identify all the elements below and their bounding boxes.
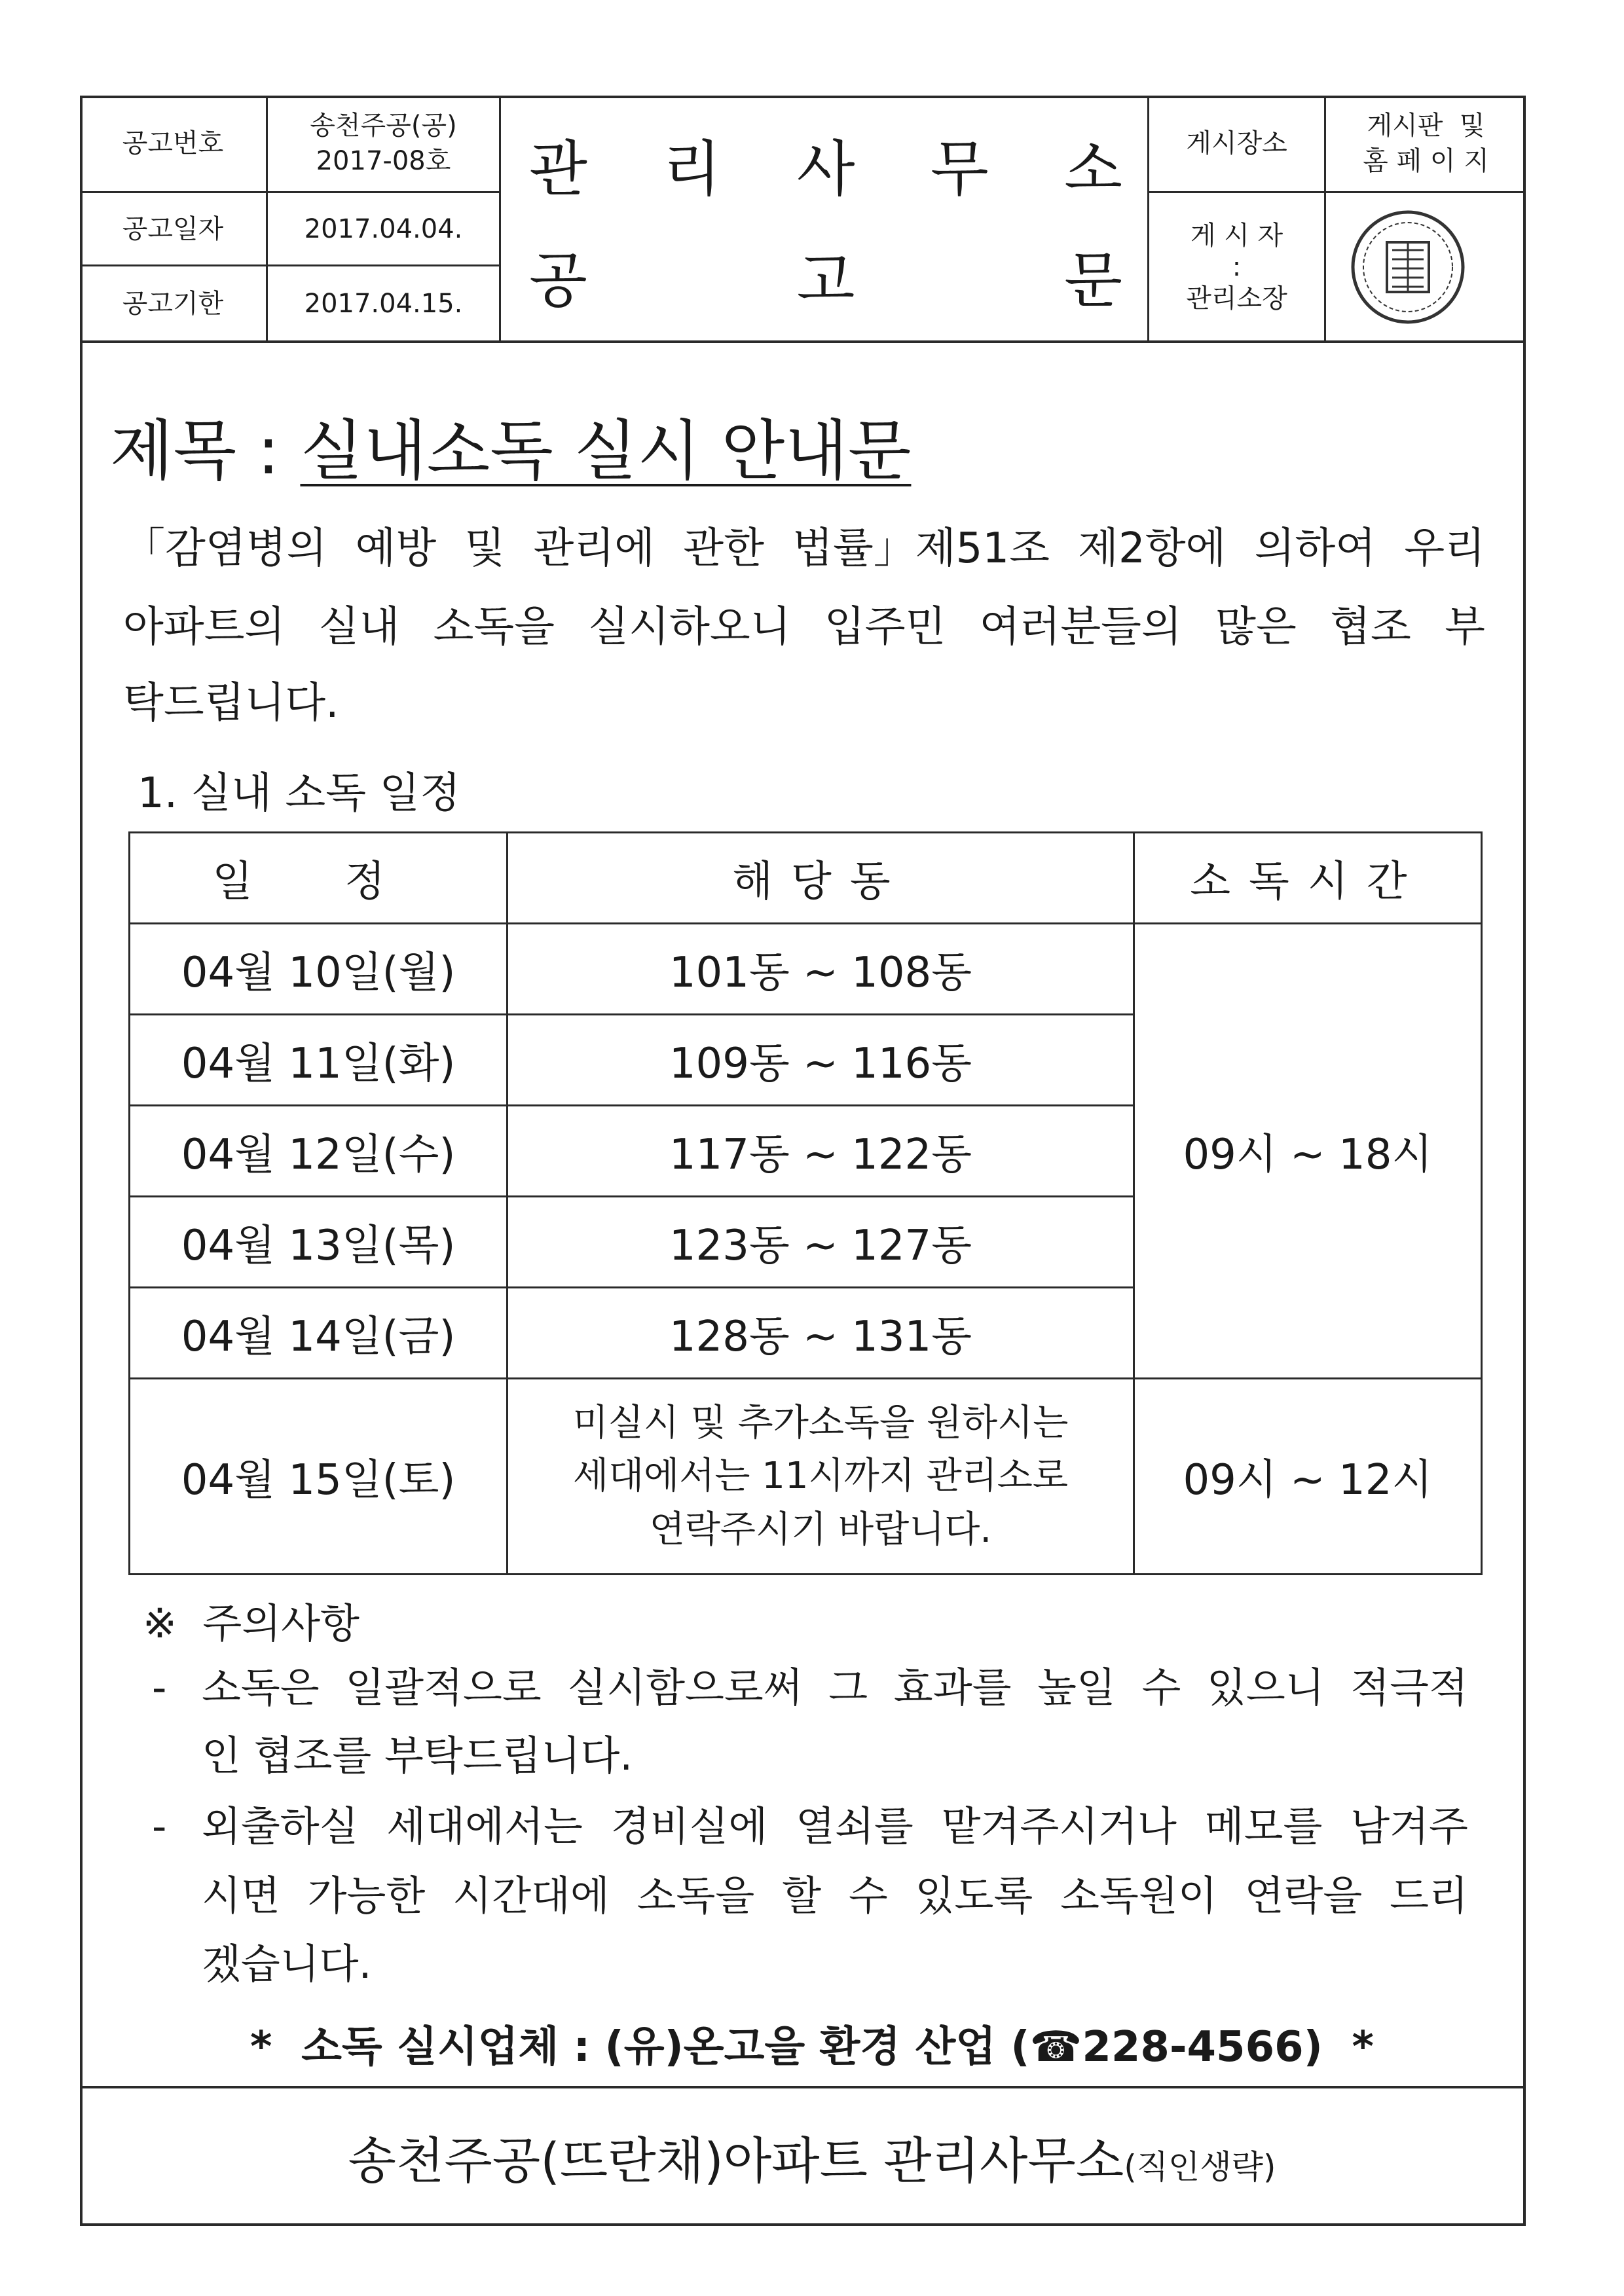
schedule-table — [128, 831, 1483, 1575]
word: 높일 — [1037, 1664, 1116, 1711]
row-buildings: 101동 ~ 108동 — [507, 924, 1134, 1015]
post-place-value-line2: 홈 페 이 지 — [1363, 146, 1489, 176]
bullet-dash: - — [152, 1664, 167, 1711]
note-line2: 세대에서는 11시까지 관리소로 — [572, 1455, 1068, 1498]
word: 아파트의 — [123, 603, 286, 651]
word: 소독을 — [433, 603, 555, 651]
caution-item2-line3: 겠습니다. — [202, 1940, 372, 1988]
word: 있도록 — [915, 1872, 1033, 1920]
poster-label-line1: 게 시 자 — [1190, 220, 1283, 251]
notice-no-value-line2: 2017-08호 — [316, 146, 451, 176]
saturday-time: 09시 ~ 12시 — [1134, 1379, 1481, 1575]
word: 실시하오니 — [588, 603, 791, 651]
word: 적극적 — [1350, 1664, 1468, 1711]
word: 여러분들의 — [979, 603, 1182, 651]
header-vline-2 — [499, 96, 501, 342]
footer-main: 송천주공(뜨란채)아파트 관리사무소 — [348, 2132, 1124, 2190]
header-buildings: 해당동 — [507, 833, 1134, 924]
official-seal-icon — [1349, 208, 1467, 326]
word: 맡겨주시거나 — [941, 1802, 1177, 1850]
notice-no-value — [268, 96, 499, 191]
word: 입주민 — [824, 603, 946, 651]
row-buildings: 117동 ~ 122동 — [507, 1106, 1134, 1197]
word: 경비실에 — [610, 1802, 768, 1850]
intro-line1 — [123, 515, 1485, 575]
word: 소독을 — [637, 1872, 755, 1920]
word: 우리 — [1404, 524, 1485, 573]
office-title-char: 문 — [1064, 246, 1122, 316]
word: 시면 — [202, 1872, 280, 1920]
caution-item2-line1 — [202, 1794, 1468, 1852]
post-place-value-line1: 게시판 및 — [1367, 111, 1485, 141]
caution-item2-line2-wrap — [152, 1863, 1468, 1922]
row-buildings: 109동 ~ 116동 — [507, 1015, 1134, 1106]
vendor-info: * 소독 실시업체 : (유)온고을 환경 산업 (☎228-4566) * — [250, 2023, 1374, 2071]
word: 수 — [1141, 1664, 1181, 1711]
notice-no-label: 공고번호 — [122, 128, 224, 158]
footer — [0, 2121, 1624, 2193]
row-buildings: 123동 ~ 127동 — [507, 1197, 1134, 1288]
office-title-line1 — [529, 122, 1122, 207]
word: 가능한 — [307, 1872, 426, 1920]
subject-prefix: 제목 : — [110, 412, 301, 489]
deadline-value: 2017.04.15. — [304, 288, 463, 319]
header-time: 소독시간 — [1134, 833, 1481, 924]
post-place-label: 게시장소 — [1186, 128, 1287, 158]
note-line3: 연락주시기 바랍니다. — [649, 1508, 992, 1551]
word: 의하여 — [1254, 524, 1376, 573]
subject-line — [110, 398, 911, 492]
post-place-value — [1326, 96, 1526, 191]
note-line1: 미실시 및 추가소독을 원하시는 — [572, 1402, 1069, 1445]
office-title-char: 공 — [529, 246, 587, 316]
caution-item1-line2: 인 협조를 부탁드립니다. — [202, 1732, 633, 1779]
row-date: 04월 15일(토) — [130, 1379, 507, 1575]
word: 수 — [848, 1872, 888, 1920]
word: 관리에 — [533, 524, 655, 573]
footer-divider — [80, 2086, 1526, 2088]
word: 남겨주 — [1350, 1802, 1468, 1850]
row-buildings: 128동 ~ 131동 — [507, 1288, 1134, 1379]
office-title-line2 — [529, 233, 1122, 318]
row-date: 04월 13일(목) — [130, 1197, 507, 1288]
word: 「감염병의 — [123, 524, 327, 573]
notice-date-value: 2017.04.04. — [304, 213, 463, 244]
word: 실시함으로써 — [567, 1664, 803, 1711]
word: 법률」제51조 — [792, 524, 1050, 573]
word: 드리 — [1390, 1872, 1468, 1920]
subject-title: 실내소독 실시 안내문 — [300, 412, 912, 489]
word: 제2항에 — [1078, 524, 1227, 573]
caution-item1-line1 — [202, 1655, 1468, 1713]
office-title-char: 무 — [930, 134, 989, 204]
table-row — [130, 924, 1482, 1015]
poster-label-line2: : — [1232, 251, 1242, 282]
office-title-char: 사 — [796, 134, 855, 204]
header-date: 일 정 — [130, 833, 507, 924]
word: 외출하실 — [202, 1802, 359, 1850]
word: 많은 — [1215, 603, 1297, 651]
row-date: 04월 14일(금) — [130, 1288, 507, 1379]
office-title-char: 소 — [1064, 134, 1122, 204]
row-date: 04월 12일(수) — [130, 1106, 507, 1197]
caution-title: ※ 주의사항 — [143, 1599, 360, 1647]
bullet-dash: - — [152, 1802, 167, 1850]
notice-date-label: 공고일자 — [122, 213, 224, 244]
office-title-char: 리 — [663, 134, 722, 204]
header-bottom-line — [80, 340, 1526, 343]
word: 실내 — [318, 603, 400, 651]
table-row-last — [130, 1379, 1482, 1575]
weekday-time: 09시 ~ 18시 — [1134, 924, 1481, 1379]
deadline-label: 공고기한 — [122, 288, 224, 319]
poster-label — [1149, 193, 1324, 340]
word: 소독은 — [202, 1664, 320, 1711]
word: 및 — [464, 524, 506, 573]
word: 그 — [828, 1664, 868, 1711]
row-note — [507, 1379, 1134, 1575]
word: 연락을 — [1244, 1872, 1363, 1920]
word: 세대에서는 — [386, 1802, 583, 1850]
word: 탁드립니다. — [123, 679, 339, 727]
word: 소독원이 — [1060, 1872, 1217, 1920]
word: 있으니 — [1206, 1664, 1325, 1711]
intro-line2 — [123, 593, 1485, 653]
poster-label-line3: 관리소장 — [1186, 283, 1287, 314]
caution-item2 — [152, 1794, 1468, 1852]
word: 일괄적으로 — [345, 1664, 542, 1711]
row-date: 04월 10일(월) — [130, 924, 507, 1015]
word: 시간대에 — [452, 1872, 610, 1920]
intro-line3 — [123, 669, 1485, 729]
caution-item2-line2 — [202, 1863, 1468, 1922]
office-title-char: 고 — [796, 246, 855, 316]
table-header-row — [130, 833, 1482, 924]
word: 메모를 — [1204, 1802, 1323, 1850]
word: 부 — [1445, 603, 1485, 651]
caution-item1 — [152, 1655, 1468, 1713]
notice-no-value-line1: 송천주공(공) — [310, 111, 457, 141]
word: 열쇠를 — [796, 1802, 913, 1850]
word: 협조 — [1330, 603, 1411, 651]
office-title-char: 관 — [529, 134, 587, 204]
row-date: 04월 11일(화) — [130, 1015, 507, 1106]
footer-small: (직인생략) — [1124, 2148, 1276, 2186]
word: 효과를 — [893, 1664, 1012, 1711]
word: 할 — [782, 1872, 822, 1920]
word: 관한 — [683, 524, 764, 573]
section1-title: 1. 실내 소독 일정 — [138, 769, 461, 818]
word: 예방 — [355, 524, 437, 573]
